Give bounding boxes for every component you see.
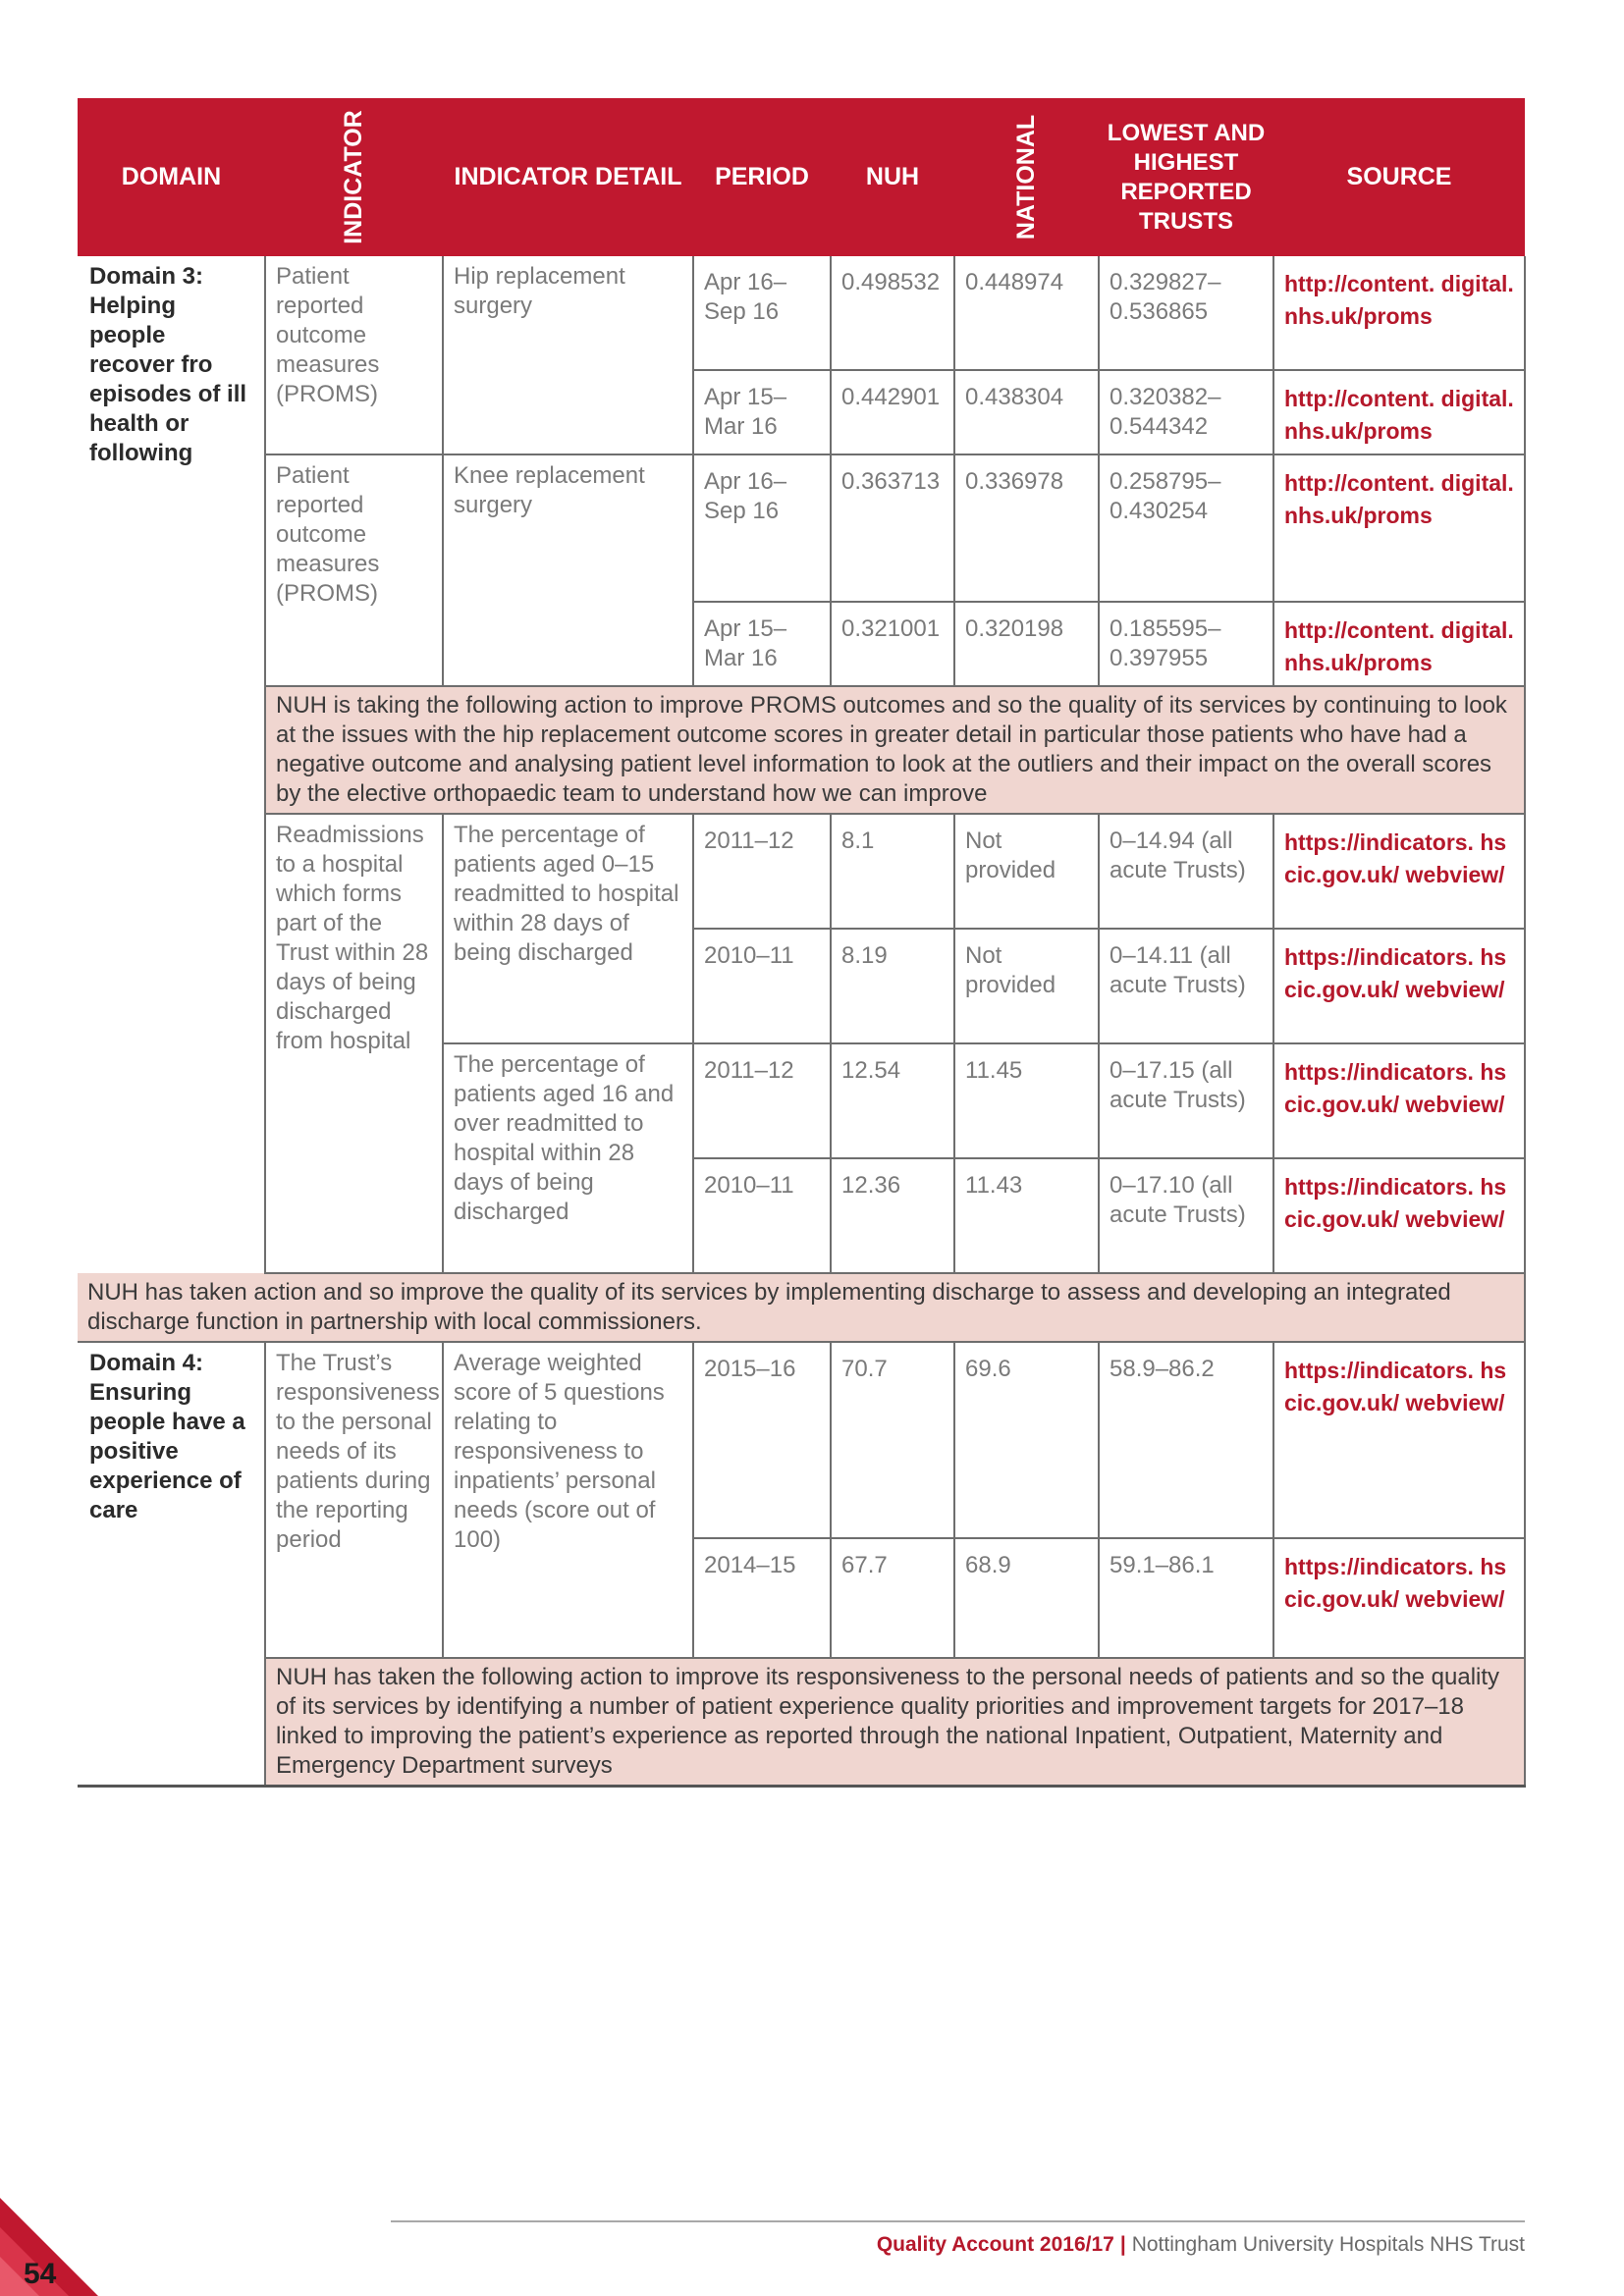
range-value: 58.9–86.2 bbox=[1099, 1342, 1273, 1538]
table-row bbox=[78, 1342, 1525, 1538]
nuh-value: 12.54 bbox=[831, 1043, 954, 1158]
table-row bbox=[78, 814, 1525, 929]
action-row bbox=[78, 1273, 1525, 1342]
national-value: 0.448974 bbox=[954, 256, 1099, 370]
page-number: 54 bbox=[24, 2258, 57, 2290]
footer-separator: | bbox=[1119, 2233, 1126, 2256]
national-value: 0.336978 bbox=[954, 454, 1099, 602]
nuh-value: 12.36 bbox=[831, 1158, 954, 1273]
nuh-value: 0.498532 bbox=[831, 256, 954, 370]
indicator-cell: Readmissions to a hospital which forms part of the Trust within 28 days of being discharged from hospital bbox=[265, 814, 443, 1273]
source-link[interactable]: https://indicators. hscic.gov.uk/ webview/ bbox=[1273, 1158, 1525, 1273]
source-link[interactable]: http://content. digital.nhs.uk/proms bbox=[1273, 256, 1525, 370]
indicator-detail-cell: The percentage of patients aged 16 and over readmitted to hospital within 28 days of being discharged bbox=[443, 1043, 693, 1273]
nuh-value: 70.7 bbox=[831, 1342, 954, 1538]
range-value: 0–17.10 (all acute Trusts) bbox=[1099, 1158, 1273, 1273]
range-value: 0.258795– 0.430254 bbox=[1099, 454, 1273, 602]
header-lowest-highest: LOWEST AND HIGHEST REPORTED TRUSTS bbox=[1099, 98, 1273, 256]
range-value: 0–14.94 (all acute Trusts) bbox=[1099, 814, 1273, 929]
source-link[interactable]: http://content. digital.nhs.uk/proms bbox=[1273, 454, 1525, 602]
source-link[interactable]: https://indicators. hscic.gov.uk/ webview/ bbox=[1273, 929, 1525, 1043]
range-value: 0–17.15 (all acute Trusts) bbox=[1099, 1043, 1273, 1158]
indicator-table bbox=[78, 98, 1526, 1788]
action-row bbox=[78, 1658, 1525, 1787]
header-indicator: INDICATOR bbox=[265, 98, 443, 256]
nuh-value: 8.19 bbox=[831, 929, 954, 1043]
period-cell: Apr 16– Sep 16 bbox=[693, 256, 831, 370]
period-cell: 2014–15 bbox=[693, 1538, 831, 1658]
period-cell: 2011–12 bbox=[693, 814, 831, 929]
period-cell: 2011–12 bbox=[693, 1043, 831, 1158]
source-link[interactable]: https://indicators. hscic.gov.uk/ webview/ bbox=[1273, 1342, 1525, 1538]
nuh-value: 0.363713 bbox=[831, 454, 954, 602]
national-value: 0.438304 bbox=[954, 370, 1099, 454]
nuh-value: 8.1 bbox=[831, 814, 954, 929]
indicator-cell: Patient reported outcome measures (PROMS) bbox=[265, 256, 443, 454]
national-value: 68.9 bbox=[954, 1538, 1099, 1658]
range-value: 0–14.11 (all acute Trusts) bbox=[1099, 929, 1273, 1043]
header-source: SOURCE bbox=[1273, 98, 1525, 256]
indicator-cell: The Trust’s responsiveness to the personal needs of its patients during the reporting period bbox=[265, 1342, 443, 1658]
national-value: 11.43 bbox=[954, 1158, 1099, 1273]
header-domain: DOMAIN bbox=[78, 98, 265, 256]
source-link[interactable]: https://indicators. hscic.gov.uk/ webview/ bbox=[1273, 1538, 1525, 1658]
range-value: 0.329827– 0.536865 bbox=[1099, 256, 1273, 370]
national-value: 0.320198 bbox=[954, 602, 1099, 686]
period-cell: Apr 15– Mar 16 bbox=[693, 370, 831, 454]
range-value: 0.185595– 0.397955 bbox=[1099, 602, 1273, 686]
indicator-detail-cell: Knee replacement surgery bbox=[443, 454, 693, 686]
source-link[interactable]: http://content. digital.nhs.uk/proms bbox=[1273, 602, 1525, 686]
source-link[interactable]: http://content. digital.nhs.uk/proms bbox=[1273, 370, 1525, 454]
national-value: Not provided bbox=[954, 929, 1099, 1043]
header-indicator-detail: INDICATOR DETAIL bbox=[443, 98, 693, 256]
footer-title: Quality Account 2016/17 bbox=[876, 2233, 1114, 2256]
indicator-detail-cell: The percentage of patients aged 0–15 readmitted to hospital within 28 days of being discharged bbox=[443, 814, 693, 1043]
national-value: Not provided bbox=[954, 814, 1099, 929]
footer-organisation: Nottingham University Hospitals NHS Trust bbox=[1131, 2233, 1525, 2256]
indicator-cell: Patient reported outcome measures (PROMS) bbox=[265, 454, 443, 686]
proms-action-note: NUH is taking the following action to improve PROMS outcomes and so the quality of its services by continuing to look at the issues with the hip replacement outcome scores in greater detail in particular those patients who have had a negative outcome and analysing patient level information to look at the outliers and their impact on the overall scores by the elective orthopaedic team to understand how we can improve bbox=[265, 686, 1525, 814]
responsiveness-action-note: NUH has taken the following action to improve its responsiveness to the personal needs of patients and so the quality of its services by identifying a number of patient experience quality priorities and improvement targets for 2017–18 linked to improving the patient’s experience as reported through the national Inpatient, Outpatient, Maternity and Emergency Department surveys bbox=[265, 1658, 1525, 1787]
indicator-detail-cell: Average weighted score of 5 questions relating to responsiveness to inpatients’ personal needs (score out of 100) bbox=[443, 1342, 693, 1658]
period-cell: Apr 16– Sep 16 bbox=[693, 454, 831, 602]
source-link[interactable]: https://indicators. hscic.gov.uk/ webview/ bbox=[1273, 814, 1525, 929]
period-cell: 2015–16 bbox=[693, 1342, 831, 1538]
indicator-detail-cell: Hip replacement surgery bbox=[443, 256, 693, 454]
header-row bbox=[78, 98, 1525, 256]
national-value: 69.6 bbox=[954, 1342, 1099, 1538]
national-value: 11.45 bbox=[954, 1043, 1099, 1158]
period-cell: Apr 15– Mar 16 bbox=[693, 602, 831, 686]
range-value: 0.320382– 0.544342 bbox=[1099, 370, 1273, 454]
period-cell: 2010–11 bbox=[693, 929, 831, 1043]
indicator-table-container bbox=[78, 98, 1525, 1788]
readmission-action-note: NUH has taken action and so improve the quality of its services by implementing discharge to assess and developing an integrated discharge function in partnership with local commissioners. bbox=[78, 1273, 1525, 1342]
nuh-value: 67.7 bbox=[831, 1538, 954, 1658]
table-row bbox=[78, 454, 1525, 602]
nuh-value: 0.321001 bbox=[831, 602, 954, 686]
source-link[interactable]: https://indicators. hscic.gov.uk/ webview/ bbox=[1273, 1043, 1525, 1158]
footer-divider bbox=[391, 2220, 1525, 2222]
domain-3-label: Domain 3: Helping people recover fro episodes of ill health or following bbox=[78, 256, 265, 814]
domain-3-spacer bbox=[78, 814, 265, 1273]
action-row bbox=[78, 686, 1525, 814]
header-period: PERIOD bbox=[693, 98, 831, 256]
domain-4-label: Domain 4: Ensuring people have a positive experience of care bbox=[78, 1342, 265, 1787]
period-cell: 2010–11 bbox=[693, 1158, 831, 1273]
header-nuh: NUH bbox=[831, 98, 954, 256]
footer bbox=[877, 2233, 1525, 2257]
range-value: 59.1–86.1 bbox=[1099, 1538, 1273, 1658]
header-national: NATIONAL bbox=[954, 98, 1099, 256]
nuh-value: 0.442901 bbox=[831, 370, 954, 454]
table-row bbox=[78, 256, 1525, 370]
